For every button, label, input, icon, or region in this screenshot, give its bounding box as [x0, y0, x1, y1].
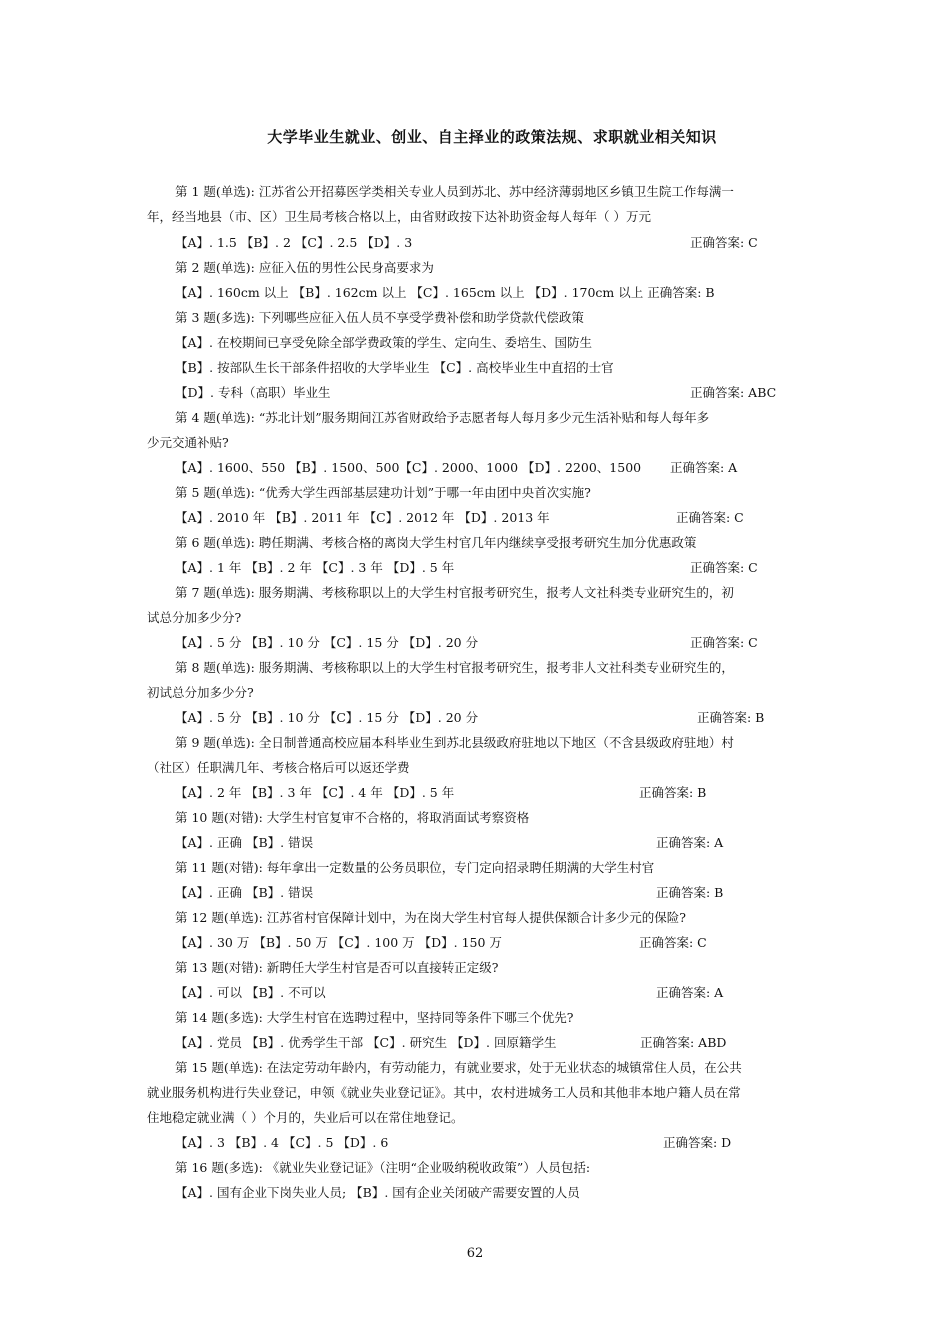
question-line: 就业服务机构进行失业登记，申领《就业失业登记证》。其中，农村进城务工人员和其他非本地户籍人员在常 [147, 1085, 741, 1100]
correct-answer: 正确答案: A [670, 460, 738, 475]
page-number: 62 [466, 1246, 484, 1261]
option-line: 【A】. 5 分 【B】. 10 分 【C】. 15 分 【D】. 20 分 [175, 635, 479, 650]
correct-answer: 正确答案: B [656, 885, 724, 900]
question-line: 第 5 题(单选): “优秀大学生西部基层建功计划”于哪一年由团中央首次实施? [175, 485, 591, 500]
option-line: 【A】. 正确 【B】. 错误 [175, 835, 314, 850]
question-line: 第 16 题(多选): 《就业失业登记证》（注明“企业吸纳税收政策”）人员包括: [175, 1160, 591, 1175]
question-line: 第 4 题(单选): “苏北计划”服务期间江苏省财政给予志愿者每人每月多少元生活补贴和每人每年多 [175, 410, 710, 425]
option-line: 【A】. 正确 【B】. 错误 [175, 885, 314, 900]
option-line: 【A】. 3 【B】. 4 【C】. 5 【D】. 6 [175, 1135, 389, 1150]
correct-answer: 正确答案: C [690, 635, 758, 650]
option-line: 【A】. 5 分 【B】. 10 分 【C】. 15 分 【D】. 20 分 [175, 710, 479, 725]
correct-answer: 正确答案: A [656, 835, 724, 850]
option-line: 【A】. 国有企业下岗失业人员; 【B】. 国有企业关闭破产需要安置的人员 [175, 1185, 580, 1200]
correct-answer: 正确答案: C [639, 935, 707, 950]
question-line: 第 2 题(单选): 应征入伍的男性公民身高要求为 [175, 260, 434, 275]
question-line: 少元交通补贴? [147, 435, 229, 450]
correct-answer: 正确答案: A [656, 985, 724, 1000]
option-line: 【A】. 在校期间已享受免除全部学费政策的学生、定向生、委培生、国防生 [175, 335, 592, 350]
option-line: 【A】. 可以 【B】. 不可以 [175, 985, 326, 1000]
question-line: 第 3 题(多选): 下列哪些应征入伍人员不享受学费补偿和助学贷款代偿政策 [175, 310, 584, 325]
question-line: 第 14 题(多选): 大学生村官在选聘过程中，坚持同等条件下哪三个优先? [175, 1010, 574, 1025]
correct-answer: 正确答案: B [639, 785, 707, 800]
question-line: 第 15 题(单选): 在法定劳动年龄内，有劳动能力，有就业要求，处于无业状态的城镇常住人员，在公共 [175, 1060, 742, 1075]
page-title: 大学毕业生就业、创业、自主择业的政策法规、求职就业相关知识 [267, 128, 717, 146]
option-line: 【A】. 1.5 【B】. 2 【C】. 2.5 【D】. 3 [175, 235, 413, 250]
question-line: 年，经当地县（市、区）卫生局考核合格以上，由省财政按下达补助资金每人每年（ ）万元 [147, 209, 651, 224]
question-line: 试总分加多少分? [147, 610, 242, 625]
correct-answer: 正确答案: C [690, 235, 758, 250]
question-line: 初试总分加多少分? [147, 685, 254, 700]
correct-answer: 正确答案: ABC [690, 385, 777, 400]
option-line: 【A】. 1 年 【B】. 2 年 【C】. 3 年 【D】. 5 年 [175, 560, 455, 575]
question-line: 第 1 题(单选): 江苏省公开招募医学类相关专业人员到苏北、苏中经济薄弱地区乡镇卫生院工作每满一 [175, 184, 734, 199]
option-line: 【A】. 2010 年 【B】. 2011 年 【C】. 2012 年 【D】. 2013 年 [175, 510, 550, 525]
question-line: 第 10 题(对错): 大学生村官复审不合格的，将取消面试考察资格 [175, 810, 530, 825]
correct-answer: 正确答案: ABD [640, 1035, 727, 1050]
correct-answer: 正确答案: C [676, 510, 744, 525]
question-line: 第 6 题(单选): 聘任期满、考核合格的离岗大学生村官几年内继续享受报考研究生加分优惠政策 [175, 535, 697, 550]
option-line: 【A】. 2 年 【B】. 3 年 【C】. 4 年 【D】. 5 年 [175, 785, 455, 800]
question-line: 住地稳定就业满（ ）个月的，失业后可以在常住地登记。 [147, 1110, 464, 1125]
question-line: 第 11 题(对错): 每年拿出一定数量的公务员职位，专门定向招录聘任期满的大学生村官 [175, 860, 655, 875]
option-line: 【A】. 1600、550 【B】. 1500、500【C】. 2000、1000 【D】. 2200、1500 [175, 460, 642, 475]
correct-answer: 正确答案: C [690, 560, 758, 575]
option-line: 【A】. 党员 【B】. 优秀学生干部 【C】. 研究生 【D】. 回原籍学生 [175, 1035, 557, 1050]
option-line: 【A】. 160cm 以上 【B】. 162cm 以上 【C】. 165cm 以上 【D】. 170cm 以上 正确答案: B [175, 285, 715, 300]
question-line: 第 12 题(单选): 江苏省村官保障计划中，为在岗大学生村官每人提供保额合计多少元的保险? [175, 910, 686, 925]
correct-answer: 正确答案: D [663, 1135, 732, 1150]
question-line: 第 13 题(对错): 新聘任大学生村官是否可以直接转正定级? [175, 960, 499, 975]
question-line: （社区）任职满几年、考核合格后可以返还学费 [147, 760, 410, 775]
option-line: 【B】. 按部队生长干部条件招收的大学毕业生 【C】. 高校毕业生中直招的士官 [175, 360, 614, 375]
option-line: 【D】. 专科（高职）毕业生 [175, 385, 331, 400]
option-line: 【A】. 30 万 【B】. 50 万 【C】. 100 万 【D】. 150 万 [175, 935, 502, 950]
question-line: 第 9 题(单选): 全日制普通高校应届本科毕业生到苏北县级政府驻地以下地区（不含县级政府驻地）村 [175, 735, 734, 750]
question-line: 第 8 题(单选): 服务期满、考核称职以上的大学生村官报考研究生，报考非人文社科类专业研究生的， [175, 660, 734, 675]
correct-answer: 正确答案: B [697, 710, 765, 725]
question-line: 第 7 题(单选): 服务期满、考核称职以上的大学生村官报考研究生，报考人文社科类专业研究生的，初 [175, 585, 734, 600]
